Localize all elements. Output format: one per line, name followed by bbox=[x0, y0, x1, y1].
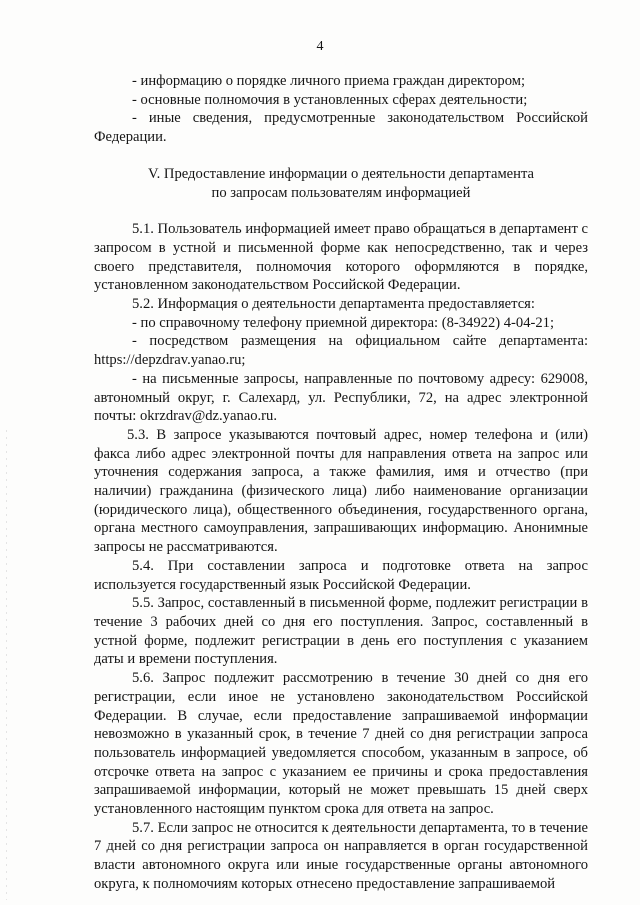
paragraph-5-3: 5.3. В запросе указываются почтовый адрес, номер телефона и (или) факса либо адрес электронной почты для направления ответа на запрос или уточнения содержания запроса, а также фамилия, имя и отчество (при наличии) гражданина (физического лица) либо наименование организации (юридического лица), общественного объединения, государственного органа, органа местного самоуправления, запрашивающих информацию. Анонимные запросы не рассматриваются. bbox=[94, 426, 588, 556]
paragraph-5-4: 5.4. При составлении запроса и подготовке ответа на запрос используется государственный язык Российской Федерации. bbox=[94, 557, 588, 593]
paragraph-5-6: 5.6. Запрос подлежит рассмотрению в течение 30 дней со дня его регистрации, если иное не установлено законодательством Российской Федерации. В случае, если предоставление запрашиваемой информации невозможно в указанный срок, в течение 7 дней со дня регистрации запроса пользователь информацией уведомляется способом, указанным в запросе, об отсрочке ответа на запрос с указанием ее причины и срока предоставления запрашиваемой информации, который не может превышать 15 дней сверх установленного настоящим пунктом срока для ответа на запрос. bbox=[94, 670, 588, 818]
list-item-powers: - основные полномочия в установленных сферах деятельности; bbox=[132, 91, 528, 108]
list-item-postal: - на письменные запросы, направленные по почтовому адресу: 629008, автономный округ, г. Салехард, ул. Республики, 72, на адрес электронной почты: okrzdrav@dz.yanao.ru. bbox=[94, 370, 588, 425]
list-item-other-info: - иные сведения, предусмотренные законодательством Российской Федерации. bbox=[94, 110, 588, 146]
paragraph-5-7: 5.7. Если запрос не относится к деятельности департамента, то в течение 7 дней со дня регистрации запроса он направляется в орган государственной власти автономного округа или иные государственные органы автономного округа, к полномочиям которых отнесено предоставление запрашиваемой bbox=[94, 819, 588, 892]
document-body bbox=[94, 72, 588, 894]
paragraph-5-5: 5.5. Запрос, составленный в письменной форме, подлежит регистрации в течение 3 рабочих дней со дня его поступления. Запрос, составленный в устной форме, подлежит регистрации в день его поступления с указанием даты и времени поступления. bbox=[94, 595, 588, 668]
list-item-website: - посредством размещения на официальном сайте департамента: https://depzdrav.yanao.ru; bbox=[94, 333, 588, 369]
section-heading-line-2: по запросам пользователям информацией bbox=[211, 184, 471, 201]
section-heading-line-1: V. Предоставление информации о деятельности департамента bbox=[147, 165, 535, 182]
section-heading bbox=[94, 165, 588, 202]
paragraph-5-2: 5.2. Информация о деятельности департамента предоставляется: bbox=[132, 296, 535, 313]
list-item-phone: - по справочному телефону приемной директора: (8-34922) 4-04-21; bbox=[132, 314, 555, 331]
scan-edge-artifact bbox=[6, 430, 7, 900]
list-item-reception: - информацию о порядке личного приема граждан директором; bbox=[132, 73, 526, 89]
page-number: 4 bbox=[316, 39, 324, 54]
paragraph-5-1: 5.1. Пользователь информацией имеет право обращаться в департамент с запросом в устной и письменной форме как непосредственно, так и через своего представителя, полномочия которого оформляются в порядке, установленном законодательством Российской Федерации. bbox=[94, 221, 588, 294]
